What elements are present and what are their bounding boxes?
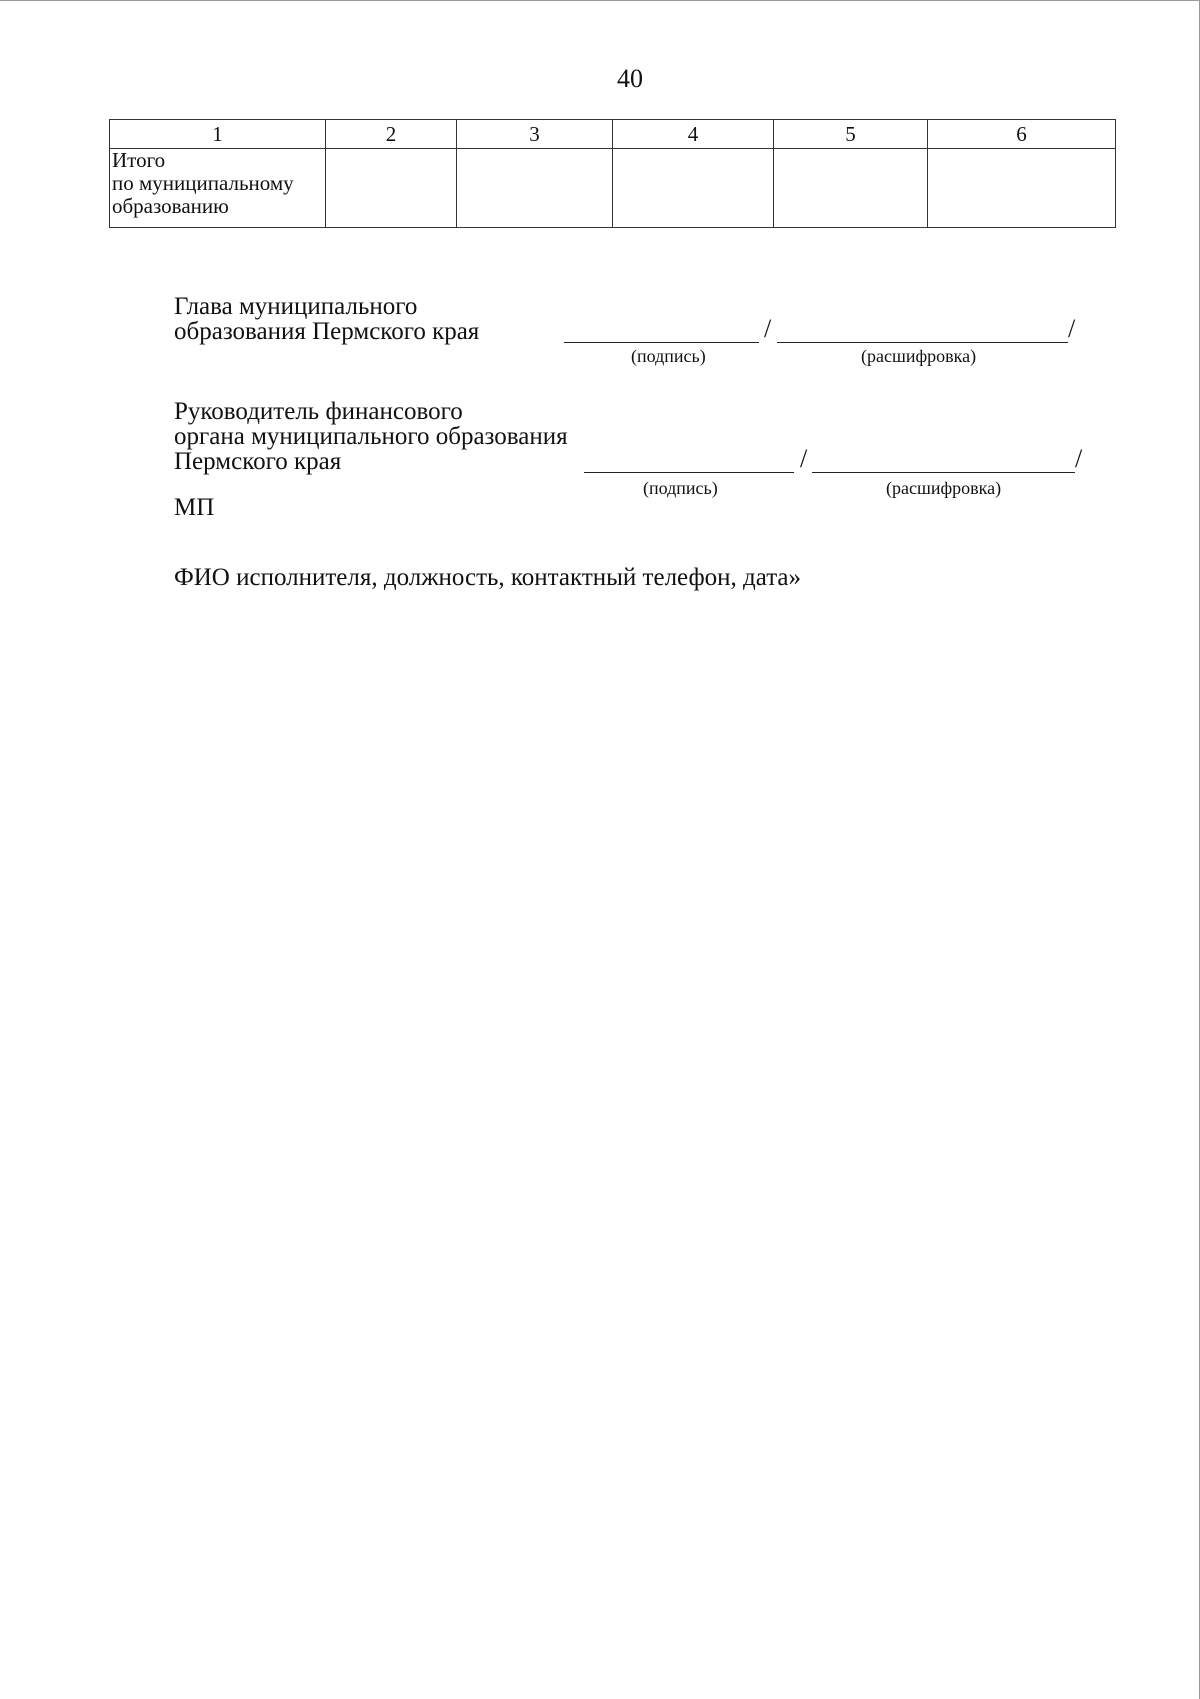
total-row-label [110,149,326,228]
page-number: 40 [617,64,643,93]
signature-caption: (подпись) [643,478,718,498]
column-header-3: 3 [457,120,613,149]
column-header-1: 1 [110,120,326,149]
title-line: Руководитель финансового [174,398,463,425]
table-row-total [110,149,1116,228]
separator-slash: / [764,314,772,343]
separator-slash: / [800,444,808,473]
signature-caption: (подпись) [631,346,706,366]
finance-head-title [174,399,568,474]
column-header-4: 4 [613,120,774,149]
title-line: органа муниципального образования [174,423,568,450]
decoding-caption: (расшифровка) [886,478,1002,498]
total-row-label-line: образованию [112,194,229,218]
table-cell [457,149,613,228]
page-border-top [0,0,1200,1]
summary-table [109,119,1116,228]
table-cell [326,149,457,228]
decoding-caption: (расшифровка) [861,346,977,366]
title-line: Глава муниципального [174,293,418,320]
column-header-5: 5 [774,120,928,149]
separator-slash: / [1075,444,1083,473]
column-header-2: 2 [326,120,457,149]
signature-line [564,342,759,343]
title-line: образования Пермского края [174,318,480,345]
table-cell [928,149,1116,228]
decoding-line [812,472,1075,473]
total-row-label-line: по муниципальному [112,171,294,195]
stamp-label: МП [174,494,215,521]
executor-info-line: ФИО исполнителя, должность, контактный телефон, дата» [174,564,802,591]
table-cell [613,149,774,228]
decoding-line [777,342,1068,343]
title-line: Пермского края [174,448,342,475]
column-header-6: 6 [928,120,1116,149]
head-of-municipality-title [174,294,479,344]
total-row-label-line: Итого [112,148,166,172]
table-cell [774,149,928,228]
signature-line [584,472,794,473]
separator-slash: / [1068,314,1076,343]
table-header-row [110,120,1116,149]
